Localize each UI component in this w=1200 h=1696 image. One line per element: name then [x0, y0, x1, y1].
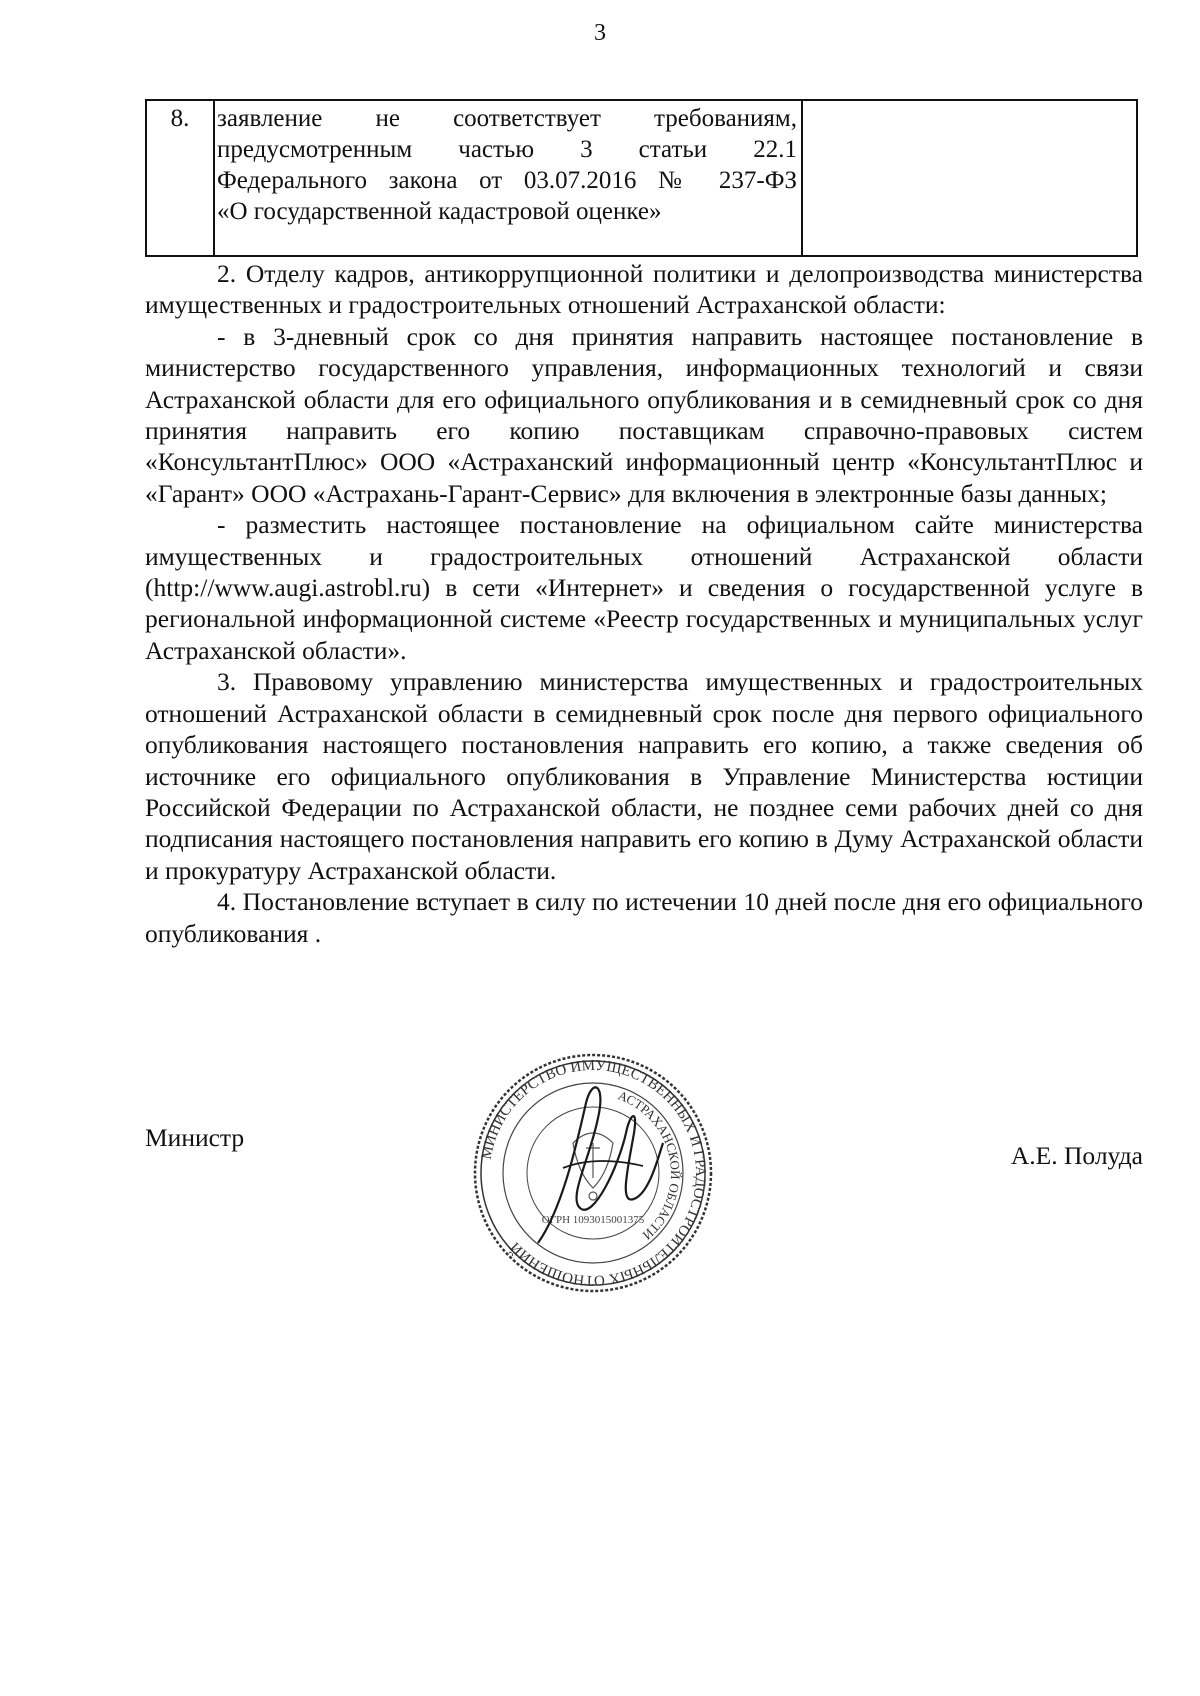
seal-inner-text: АСТРАХАНСКОЙ ОБЛАСТИ [616, 1087, 684, 1243]
signatory-title: Министр [145, 1123, 245, 1152]
paragraph-2-item-2: - разместить настоящее постановление на официальном сайте министерства имущественных и градостроительных отношений Астраханской области (http://www.augi.astrobl.ru) в сети «Интернет» и сведения о государственной услуге в региональной информационной системе «Реестр государственных и муниципальных услуг Астраханской области». [145, 510, 1143, 665]
paragraph-3: 3. Правовому управлению министерства имущественных и градостроительных отношений Астраханской области в семидневный срок после дня первого официального опубликования настоящего постановления направить его копию, а также сведения об источнике его официального опубликования в Управление Министерства юстиции Российской Федерации по Астраханской области, не позднее семи рабочих дней со дня подписания настоящего постановления направить его копию в Думу Астраханской области и прокуратуру Астраханской области. [145, 667, 1143, 885]
table-row [146, 100, 1137, 256]
row-line: «О государственной кадастровой оценке» [217, 198, 662, 225]
paragraph-2-item-1: - в 3-дневный срок со дня принятия направить настоящее постановление в министерство государственного управления, информационных технологий и связи Астраханской области для его официального опубликования и в семидневный срок со дня принятия направить его копию поставщикам справочно-правовых систем «КонсультантПлюс» ООО «Астраханский информационный центр «КонсультантПлюс и «Гарант» ООО «Астрахань-Гарант-Сервис» для включения в электронные базы данных; [145, 321, 1143, 508]
document-body [145, 258, 1143, 949]
requirements-table [145, 99, 1138, 257]
signature-stroke-icon [563, 1161, 643, 1168]
row-line: Федерального закона от 03.07.2016 № 237-ФЗ [217, 167, 797, 194]
row-line: заявление не соответствует требованиям, [217, 105, 797, 132]
signatory-name: А.Е. Полуда [1010, 1141, 1143, 1170]
paragraph-2: 2. Отделу кадров, антикоррупционной политики и делопроизводства министерства имущественных и градостроительных отношений Астраханской области: [145, 259, 1143, 320]
seal-outer-text: МИНИСТЕРСТВО ИМУЩЕСТВЕННЫХ И ГРАДОСТРОИТЕЛЬНЫХ ОТНОШЕНИЙ [478, 1057, 709, 1289]
page-number: 3 [594, 20, 606, 46]
row-number: 8. [146, 100, 214, 256]
seal-ogrn-text: ОГРН 1093015001375 [541, 1214, 645, 1226]
paragraph-4: 4. Постановление вступает в силу по истечении 10 дней после дня его официального опубликования . [145, 887, 1143, 948]
row-text [214, 100, 802, 256]
official-seal-stamp [468, 1048, 718, 1298]
coat-of-arms-icon [573, 1133, 613, 1200]
row-empty-cell [802, 100, 1137, 256]
row-line: предусмотренным частью 3 статьи 22.1 [217, 136, 797, 163]
